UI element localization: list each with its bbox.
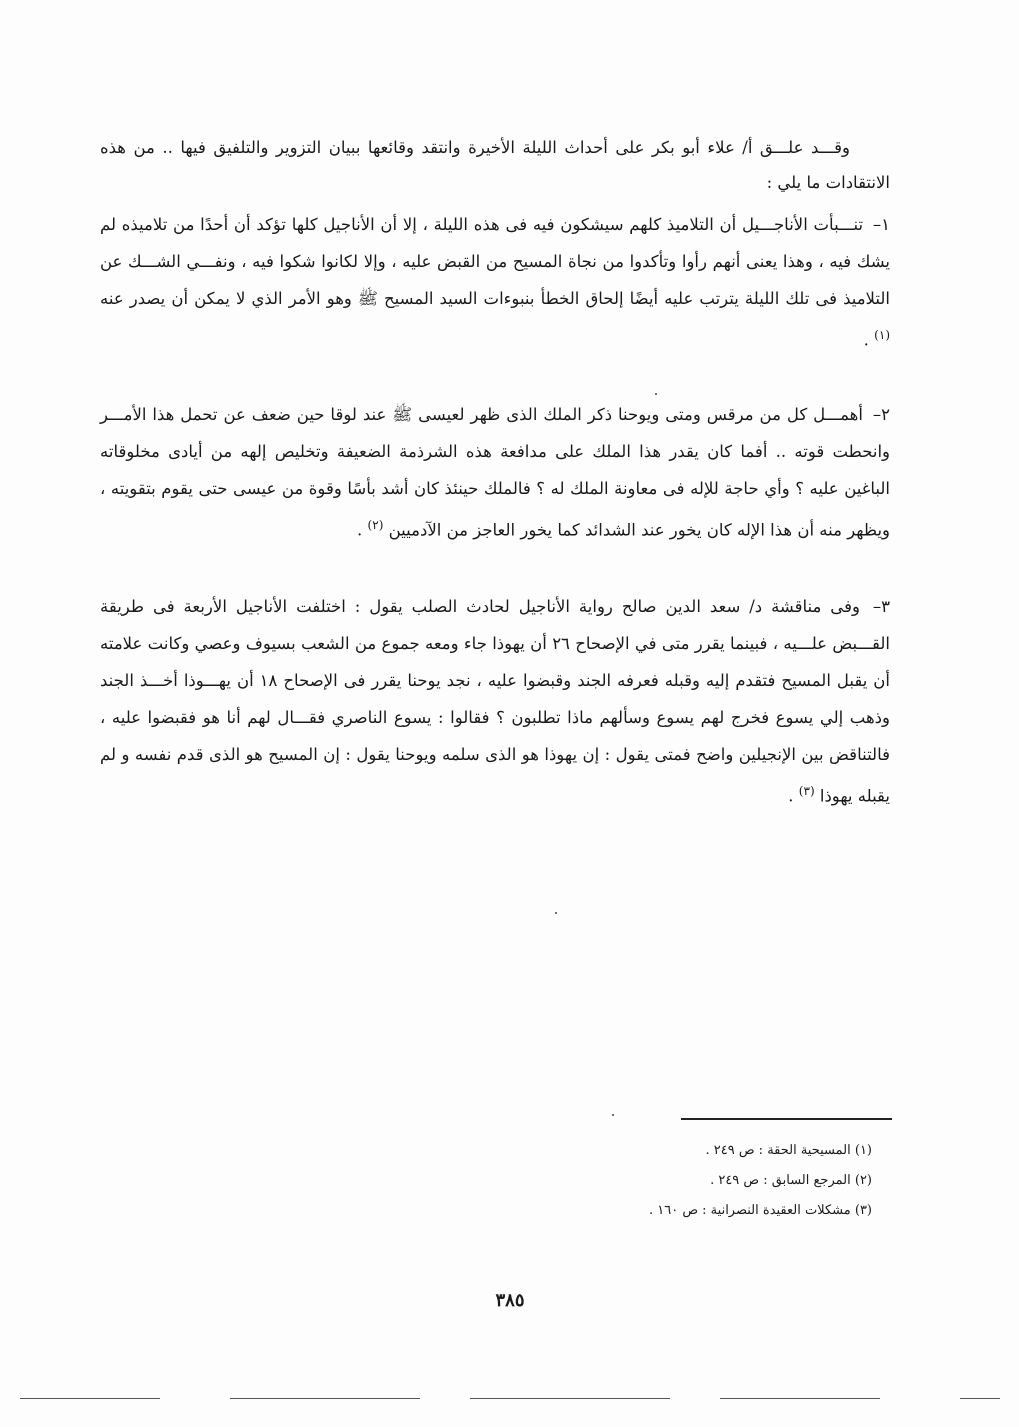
intro-paragraph <box>100 130 890 200</box>
item-number: ٣– <box>872 597 890 616</box>
footnote-ref[interactable]: (٣) <box>798 784 815 798</box>
footnote-ref[interactable]: (١) <box>874 328 890 342</box>
item-text: وفى مناقشة د/ سعد الدين صالح رواية الأناجيل لحادث الصلب يقول : اختلفت الأناجيل الأربعة فى طريقة القـــبض علـــيه ، فبينما يقرر متى في الإصحاح ٢٦ أن يهوذا جاء ومعه جموع من الشعب بسيوف وعصي وكانت علامته أن يقبل المسيح فتقدم إليه وقبله فعرفه الجند وقبضوا عليه ، نجد يوحنا يقرر فى الإصحاح ١٨ أن يهـــوذا أخـــذ الجند وذهب إلي يسوع فخرج لهم يسوع وسألهم ماذا تطلبون ؟ فقالوا : يسوع الناصري فقـــال لهم أنا هو فقبضوا عليه ، فالتناقض بين الإنجيلين واضح فمتى يقول : إن يهوذا هو الذى سلمه ويوحنا يقول : إن المسيح هو الذى قدم نفسه و لم يقبله يهوذا <box>100 597 891 806</box>
list-item-2 <box>100 396 890 549</box>
scan-edge-line <box>470 1398 670 1399</box>
scan-speck <box>655 393 657 395</box>
scan-edge-line <box>960 1398 1000 1399</box>
scan-speck <box>555 912 557 914</box>
footnote-ref[interactable]: (٢) <box>367 518 384 532</box>
item-text: أهمـــل كل من مرقس ومتى ويوحنا ذكر الملك الذى ظهر لعيسى ﷺ عند لوقا حين ضعف عن تحمل هذا الأمـــر وانحطت قوته .. أفما كان يقدر هذا الملك على مدافعة هذه الشرذمة الضعيفة وتخليص إلهه من أيادى مخلوقاته الباغين عليه ؟ وأي حاجة للإله فى معاونة الملك له ؟ فالملك حينئذ كان أشد بأسًا وقوة من عيسى حتى يقوم بتقويته ، ويظهر منه أن هذا الإله كان يخور عند الشدائد كما يخور العاجز من الآدميين <box>100 405 890 540</box>
item-end: . <box>863 330 869 350</box>
item-text: تنـــبأت الأناجـــيل أن التلاميذ كلهم سيشكون فيه فى هذه الليلة ، إلا أن الأناجيل كلها تؤكد أن أحدًا من تلاميذه لم يشك فيه ، وهذا يعنى أنهم رأوا وتأكدوا من نجاة المسيح من القبض عليه ، وإلا لكانوا شكوا فيه ، ونفـــي الشـــك عن التلاميذ فى تلك الليلة يترتب عليه أيضًا إلحاق الخطأ بنبوءات السيد المسيح ﷺ وهو الأمر الذي لا يمكن أن يصدر عنه <box>100 215 890 308</box>
page-number: ٣٨٥ <box>495 1290 525 1311</box>
list-item-3 <box>100 588 890 815</box>
item-end: . <box>357 520 363 540</box>
scan-edge-line <box>20 1398 160 1399</box>
footnote-2: (٢) المرجع السابق : ص ٢٤٩ . <box>710 1173 872 1188</box>
scan-speck <box>612 1114 614 1116</box>
item-end: . <box>788 786 794 806</box>
scan-edge-line <box>230 1398 420 1399</box>
list-item-1 <box>100 206 890 359</box>
footnote-1: (١) المسيحية الحقة : ص ٢٤٩ . <box>705 1143 872 1158</box>
footnotes <box>560 1136 872 1226</box>
scan-edge-line <box>720 1398 880 1399</box>
intro-text: وقـــد علـــق أ/ علاء أبو بكر على أحداث الليلة الأخيرة وانتقد وقائعها ببيان التزوير والتلفيق فيها .. من هذه الانتقادات ما يلي : <box>100 138 890 192</box>
footnote-3: (٣) مشكلات العقيدة النصرانية : ص ١٦٠ . <box>648 1203 872 1218</box>
footnote-divider <box>681 1118 892 1120</box>
item-number: ٢– <box>872 405 891 424</box>
item-number: ١– <box>872 215 890 234</box>
